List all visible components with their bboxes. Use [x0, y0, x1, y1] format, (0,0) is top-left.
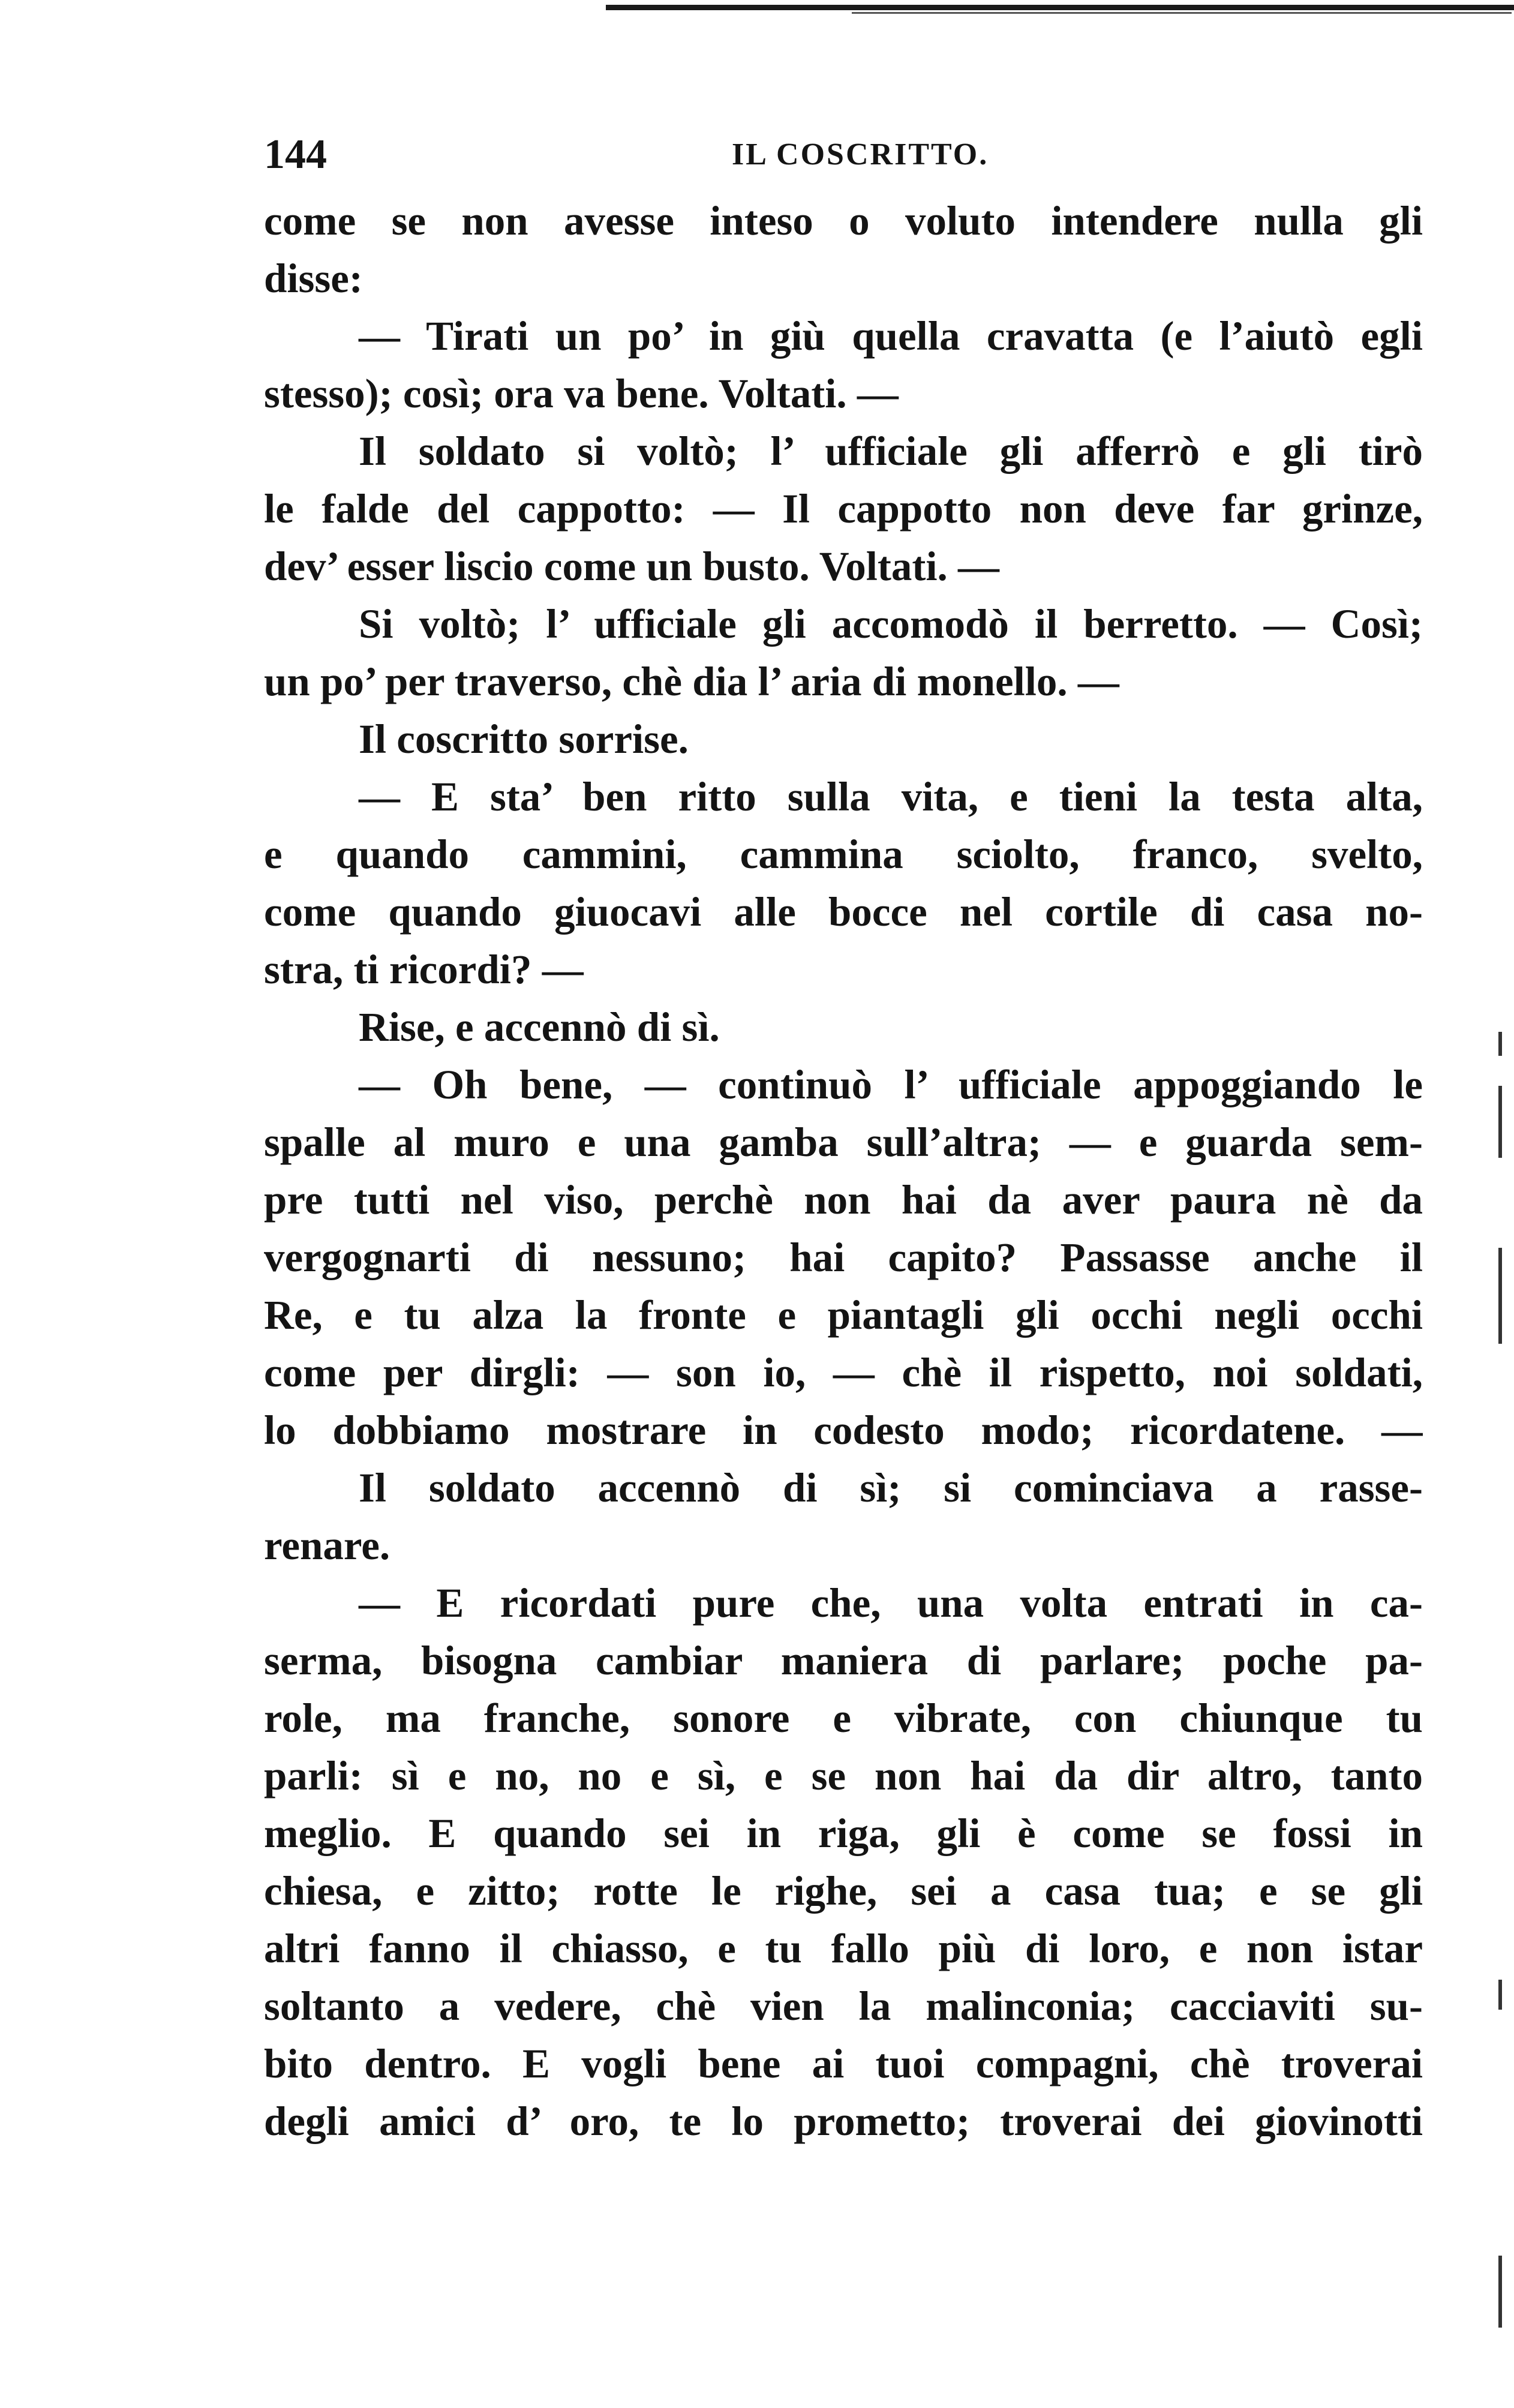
text-line: Rise, e accennò di sì. — [359, 1004, 720, 1050]
text-line: role, ma franche, sonore e vibrate, con chiunque tu — [264, 1695, 1423, 1741]
text-line: — E sta’ ben ritto sulla vita, e tieni la testa alta, — [359, 774, 1423, 819]
text-line: — E ricordati pure che, una volta entrati in ca- — [359, 1580, 1423, 1626]
right-edge-mark — [1498, 1032, 1502, 1056]
body-text — [264, 192, 1423, 2150]
text-line: Re, e tu alza la fronte e piantagli gli occhi negli occhi — [264, 1292, 1423, 1338]
text-line: Il soldato accennò di sì; si cominciava a rasse- — [359, 1465, 1423, 1511]
text-line: pre tutti nel viso, perchè non hai da aver paura nè da — [264, 1177, 1423, 1223]
text-line: vergognarti di nessuno; hai capito? Passasse anche il — [264, 1235, 1423, 1280]
top-edge-rule — [606, 5, 1514, 10]
text-line: bito dentro. E vogli bene ai tuoi compagni, chè troverai — [264, 2041, 1423, 2086]
text-line: come quando giuocavi alle bocce nel cortile di casa no- — [264, 889, 1423, 935]
page-number: 144 — [264, 131, 327, 178]
text-line: altri fanno il chiasso, e tu fallo più di loro, e non istar — [264, 1926, 1423, 1971]
text-line: Si voltò; l’ ufficiale gli accomodò il berretto. — Così; — [359, 601, 1423, 647]
text-line: un po’ per traverso, chè dia l’ aria di monello. — — [264, 659, 1119, 704]
text-line: meglio. E quando sei in riga, gli è come se fossi in — [264, 1810, 1423, 1856]
right-edge-mark — [1498, 1248, 1502, 1344]
page-header — [264, 125, 1423, 190]
running-title: IL COSCRITTO. — [732, 137, 989, 172]
text-line: lo dobbiamo mostrare in codesto modo; ricordatene. — — [264, 1407, 1423, 1453]
text-line: stesso); così; ora va bene. Voltati. — — [264, 371, 899, 416]
text-line: — Tirati un po’ in giù quella cravatta (e l’aiutò egli — [359, 313, 1423, 359]
text-line: soltanto a vedere, chè vien la malinconia; cacciaviti su- — [264, 1983, 1423, 2029]
text-line: renare. — [264, 1523, 390, 1568]
text-line: — Oh bene, — continuò l’ ufficiale appoggiando le — [359, 1062, 1423, 1107]
book-page — [264, 125, 1423, 2150]
text-line: Il soldato si voltò; l’ ufficiale gli afferrò e gli tirò — [359, 428, 1423, 474]
top-edge-rule-thin — [852, 12, 1512, 14]
text-line: parli: sì e no, no e sì, e se non hai da dir altro, tanto — [264, 1753, 1423, 1799]
text-line: come per dirgli: — son io, — chè il rispetto, noi soldati, — [264, 1350, 1423, 1395]
right-edge-mark — [1498, 1980, 1502, 2010]
text-line: e quando cammini, cammina sciolto, franco, svelto, — [264, 831, 1423, 877]
text-line: le falde del cappotto: — Il cappotto non deve far grinze, — [264, 486, 1423, 532]
text-line: Il coscritto sorrise. — [359, 716, 689, 762]
text-line: degli amici d’ oro, te lo prometto; troverai dei giovinotti — [264, 2098, 1423, 2144]
text-line: spalle al muro e una gamba sull’altra; — e guarda sem- — [264, 1119, 1423, 1165]
text-line: come se non avesse inteso o voluto intendere nulla gli — [264, 198, 1423, 244]
right-edge-mark — [1498, 2256, 1502, 2328]
text-line: chiesa, e zitto; rotte le righe, sei a casa tua; e se gli — [264, 1868, 1423, 1914]
text-line: dev’ esser liscio come un busto. Voltati. — — [264, 544, 1000, 589]
text-line: stra, ti ricordi? — — [264, 947, 584, 992]
text-line: serma, bisogna cambiar maniera di parlare; poche pa- — [264, 1638, 1423, 1683]
right-edge-mark — [1498, 1086, 1502, 1158]
text-line: disse: — [264, 256, 363, 301]
